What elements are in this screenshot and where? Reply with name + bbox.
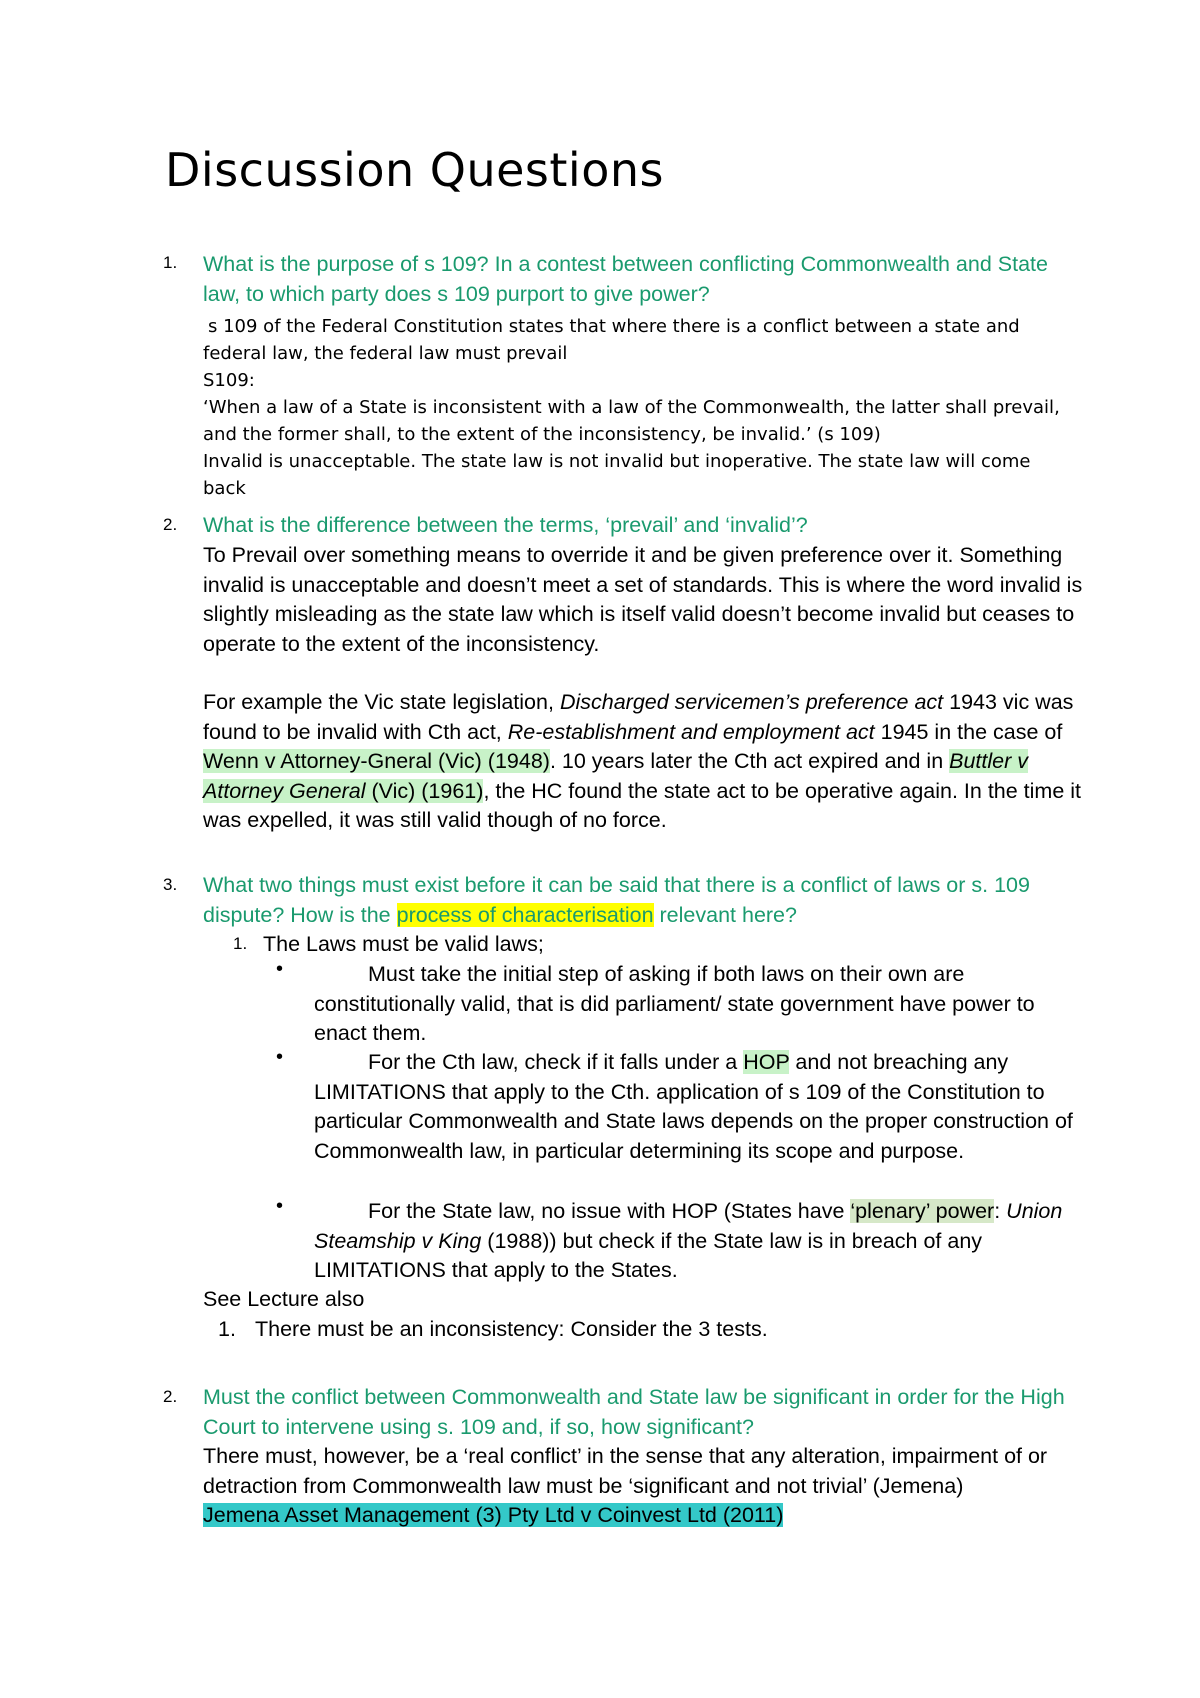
- text-run: For the Cth law, check if it falls under a: [368, 1050, 744, 1074]
- text-run: :: [994, 1199, 1007, 1223]
- q1-answer-line: and the former shall, to the extent of the inconsistency, be invalid.’ (s 109): [203, 424, 881, 445]
- q1-answer-line: Invalid is unacceptable. The state law is not invalid but inoperative. The state law will come: [203, 451, 1031, 472]
- q3-bullet-1: Must take the initial step of asking if both laws on their own are constitutionally valid, that is did parliament/ state government have power to enact them.: [314, 962, 1035, 1045]
- q3-sub2-number: 1.: [218, 1317, 236, 1341]
- q2-question: What is the difference between the terms, ‘prevail’ and ‘invalid’?: [203, 513, 808, 537]
- case-highlight: Wenn v Attorney-Gneral (Vic) (1948): [203, 749, 550, 773]
- highlight-olive: ‘plenary’ power: [850, 1199, 995, 1223]
- q3-sub2: There must be an inconsistency: Consider the 3 tests.: [255, 1317, 768, 1341]
- highlight-green: HOP: [743, 1050, 790, 1074]
- bullet-icon: •: [276, 958, 284, 980]
- text-run: 1943 vic was found to be invalid with Cth act,: [203, 690, 1074, 744]
- q4-answer: There must, however, be a ‘real conflict’ in the sense that any alteration, impairment of or detraction from Commonwealth law must be ‘significant and not trivial’ (Jemena): [203, 1444, 1048, 1498]
- q1-answer: [203, 313, 1083, 502]
- q3-see-lecture: See Lecture also: [203, 1287, 365, 1311]
- q2-answer-p2: [203, 688, 1083, 836]
- q4-question: Must the conflict between Commonwealth and State law be significant in order for the High Court to intervene using s. 109 and, if so, how significant?: [203, 1385, 1065, 1439]
- q3-question: [203, 871, 1083, 930]
- text-run: What two things must exist before it can be said that there is a conflict of laws or s. 109 dispute? How is the: [203, 873, 1030, 927]
- text-run: (1988)) but check if the State law is in breach of any LIMITATIONS that apply to the States.: [314, 1228, 983, 1282]
- text-run: . 10 years later the Cth act expired and in: [549, 749, 950, 773]
- q1-answer-line: s 109 of the Federal Constitution states that where there is a conflict between a state and: [208, 316, 1020, 337]
- q3-bullet-3: [314, 1197, 1084, 1286]
- bullet-icon: •: [276, 1195, 284, 1217]
- q3-bullet-2: [314, 1048, 1084, 1166]
- q3-number: 3.: [163, 875, 178, 894]
- q3-sub1-number: 1.: [233, 934, 248, 953]
- act-name: Re-establishment and employment act: [507, 719, 875, 744]
- act-name: Discharged servicemen’s preference act: [559, 690, 944, 714]
- bullet-icon: •: [276, 1046, 284, 1068]
- text-run: relevant here?: [653, 902, 797, 927]
- case-highlight: Buttler v Attorney General: [203, 749, 1028, 803]
- q4-number: 2.: [163, 1387, 178, 1406]
- q2-answer-p1: To Prevail over something means to override it and be given preference over it. Something invalid is unacceptable and doesn’t meet a set of standards. This is where the word invalid is slightly misleading as the state law which is itself valid doesn’t become invalid but ceases to operate to the extent of the inconsistency.: [203, 543, 1083, 656]
- q1-question: What is the purpose of s 109? In a contest between conflicting Commonwealth and State law, to which party does s 109 purport to give power?: [203, 252, 1048, 306]
- q1-answer-line: ‘When a law of a State is inconsistent with a law of the Commonwealth, the latter shall prevail,: [203, 397, 1060, 418]
- q1-answer-line: S109:: [203, 370, 255, 391]
- highlight-teal: Jemena Asset Management (3) Pty Ltd v Coinvest Ltd (2011): [203, 1503, 784, 1527]
- page-title: Discussion Questions: [165, 143, 664, 197]
- case-highlight: (Vic) (1961): [365, 778, 484, 803]
- text-run: For the State law, no issue with HOP (States have: [368, 1199, 851, 1223]
- q2-number: 2.: [163, 515, 178, 534]
- case-name: Union Steamship v King: [314, 1199, 1063, 1253]
- q1-answer-line: back: [203, 478, 246, 499]
- text-run: and not breaching any LIMITATIONS that apply to the Cth. application of s 109 of the Constitution to particular Commonwealth and State laws depends on the proper construction of Commonwealth law, in particular determining its scope and purpose.: [314, 1050, 1073, 1163]
- q1-number: 1.: [163, 253, 178, 272]
- q4-case: [203, 1501, 783, 1531]
- q1-answer-line: federal law, the federal law must prevail: [203, 343, 568, 364]
- text-run: , the HC found the state act to be operative again. In the time it was expelled, it was still valid though of no force.: [203, 778, 1082, 832]
- text-run: For example the Vic state legislation,: [203, 690, 560, 714]
- highlight-yellow: process of characterisation: [396, 902, 654, 927]
- text-run: 1945 in the case of: [874, 719, 1063, 744]
- q3-sub1: The Laws must be valid laws;: [263, 932, 544, 956]
